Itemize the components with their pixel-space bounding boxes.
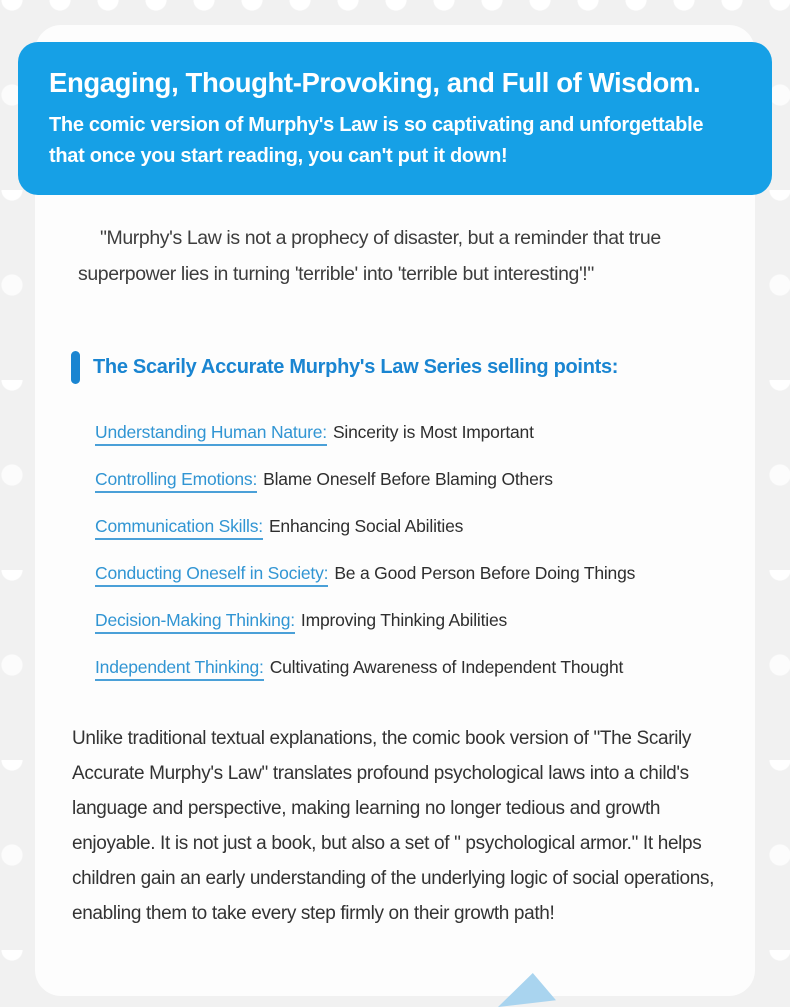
point-link-decision-making-thinking[interactable]: Decision-Making Thinking: [95, 610, 295, 634]
hero-banner [18, 42, 772, 195]
point-description: Blame Oneself Before Blaming Others [263, 469, 553, 489]
selling-points-list [95, 420, 720, 702]
point-link-controlling-emotions[interactable]: Controlling Emotions: [95, 469, 257, 493]
body-paragraph: Unlike traditional textual explanations, the comic book version of "The Scarily Accurate Murphy's Law" translates profound psychological laws into a child's language and perspective, making learning no longer tedious and growth enjoyable. It is not just a book, but also a set of " psychological armor." It helps children gain an early understanding of the underlying logic of social operations, enabling them to take every step firmly on their growth path! [72, 728, 715, 924]
point-link-understanding-human-nature[interactable]: Understanding Human Nature: [95, 422, 327, 446]
list-item [95, 608, 720, 633]
point-link-conducting-oneself-in-society[interactable]: Conducting Oneself in Society: [95, 563, 328, 587]
hero-title: Engaging, Thought-Provoking, and Full of Wisdom. [49, 67, 701, 98]
list-item [95, 561, 720, 586]
review-quote: "Murphy's Law is not a prophecy of disaster, but a reminder that true superpower lies in turning 'terrible' into 'terrible but interesting'!" [78, 227, 661, 285]
list-item [95, 514, 720, 539]
selling-points-heading [71, 351, 618, 384]
heading-text: The Scarily Accurate Murphy's Law Series selling points: [93, 356, 619, 378]
point-description: Sincerity is Most Important [332, 422, 534, 442]
point-description: Cultivating Awareness of Independent Thought [269, 657, 624, 677]
point-description: Be a Good Person Before Doing Things [334, 563, 636, 583]
point-description: Improving Thinking Abilities [300, 610, 508, 630]
list-item [95, 655, 720, 680]
hero-subtitle: The comic version of Murphy's Law is so captivating and unforgettable that once you start reading, you can't put it down! [49, 114, 704, 168]
point-description: Enhancing Social Abilities [268, 516, 464, 536]
list-item [95, 467, 720, 492]
heading-accent-bar [71, 351, 80, 384]
point-link-communication-skills[interactable]: Communication Skills: [95, 516, 263, 540]
point-link-independent-thinking[interactable]: Independent Thinking: [95, 657, 264, 681]
list-item [95, 420, 720, 445]
